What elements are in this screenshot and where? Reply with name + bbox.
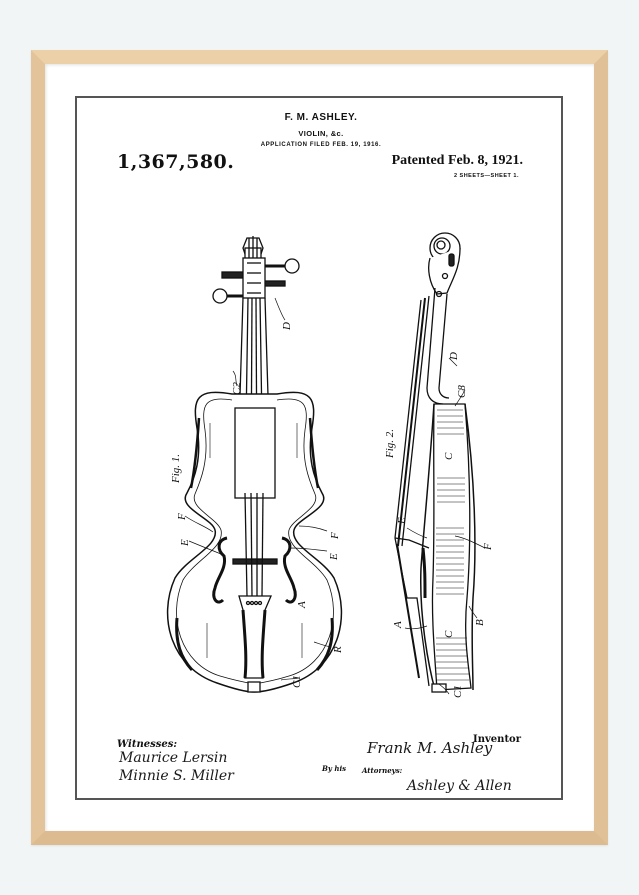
sheet-count: 2 SHEETS—SHEET 1. [453,173,519,179]
svg-text:C8: C8 [456,385,468,398]
svg-text:E: E [179,539,191,546]
witnesses-label: Witnesses: [117,739,178,750]
svg-text:D: D [448,352,460,360]
by-his-label: By his [322,764,347,773]
witness-signature-2: Minnie S. Miller [119,768,234,784]
attorneys-label: Attorneys: [362,766,403,775]
fig2-label: Fig. 2. [384,428,396,458]
patent-sheet [75,96,563,800]
svg-text:D: D [281,322,293,330]
figure-2-side-view [395,98,485,694]
svg-text:C: C [443,630,455,638]
svg-text:E: E [396,517,408,524]
svg-text:B: B [474,619,486,626]
svg-text:F: F [329,532,341,539]
patent-subject: VIOLIN, &c. [298,129,344,138]
violin-drawings [77,98,565,802]
svg-text:R: R [332,646,344,653]
svg-text:E: E [328,553,340,560]
svg-text:C1: C1 [291,675,303,688]
svg-text:F: F [176,513,188,520]
svg-text:A: A [392,621,404,628]
attorney-signature: Ashley & Allen [407,778,512,794]
patented-date: Patented Feb. 8, 1921. [391,153,523,168]
inventor-header: F. M. ASHLEY. [284,112,358,123]
svg-text:C: C [443,452,455,460]
application-filed: APPLICATION FILED FEB. 19, 1916. [260,142,382,148]
svg-text:C1: C1 [452,685,464,698]
figure-1-front-view [168,236,342,692]
witness-signature-1: Maurice Lersin [119,750,228,766]
svg-text:F: F [482,543,494,550]
inventor-label: Inventor [473,734,521,745]
svg-text:C2: C2 [231,382,243,395]
svg-text:A: A [296,601,308,608]
fig1-label: Fig. 1. [170,453,182,483]
patent-number: 1,367,580. [117,151,235,173]
inventor-signature: Frank M. Ashley [367,739,493,757]
